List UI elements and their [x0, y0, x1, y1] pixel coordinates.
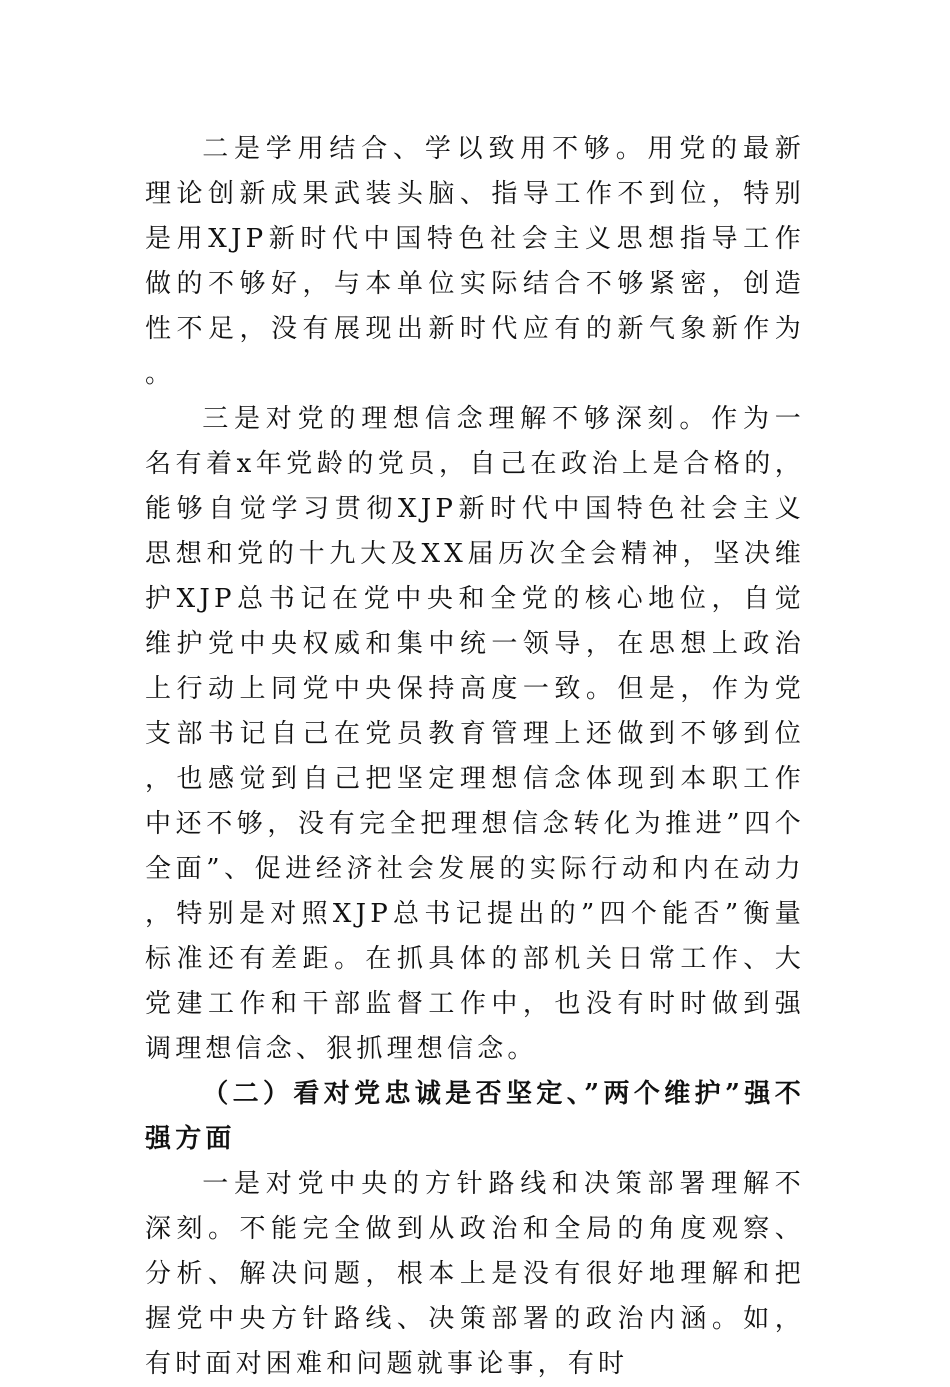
paragraph-central-policy: 一是对党中央的方针路线和决策部署理解不深刻。不能完全做到从政治和全局的角度观察、分析、解决问题，根本上是没有很好地理解和把握党中央方针路线、决策部署的政治内涵。如，有时面对困难和问题就事论事，有时 — [145, 1169, 805, 1379]
paragraph-study-application: 二是学用结合、学以致用不够。用党的最新理论创新成果武装头脑、指导工作不到位，特别是用XJP新时代中国特色社会主义思想指导工作做的不够好，与本单位实际结合不够紧密，创造性不足，没有展现出新时代应有的新气象新作为。 — [145, 134, 805, 389]
paragraph-ideals-belief: 三是对党的理想信念理解不够深刻。作为一名有着x年党龄的党员，自己在政治上是合格的，能够自觉学习贯彻XJP新时代中国特色社会主义思想和党的十九大及XX届历次全会精神，坚决维护XJP总书记在党中央和全党的核心地位，自觉维护党中央权威和集中统一领导，在思想上政治上行动上同党中央保持高度一致。但是，作为党支部书记自己在党员教育管理上还做到不够到位，也感觉到自己把坚定理想信念体现到本职工作中还不够，没有完全把理想信念转化为推进”四个全面”、促进经济社会发展的实际行动和内在动力，特别是对照XJP总书记提出的”四个能否”衡量标准还有差距。在抓具体的部机关日常工作、大党建工作和干部监督工作中，也没有时时做到强调理想信念、狠抓理想信念。 — [145, 404, 805, 1064]
section-heading-loyalty: （二）看对党忠诚是否坚定、”两个维护”强不强方面 — [145, 1079, 805, 1154]
document-body — [145, 127, 805, 1387]
